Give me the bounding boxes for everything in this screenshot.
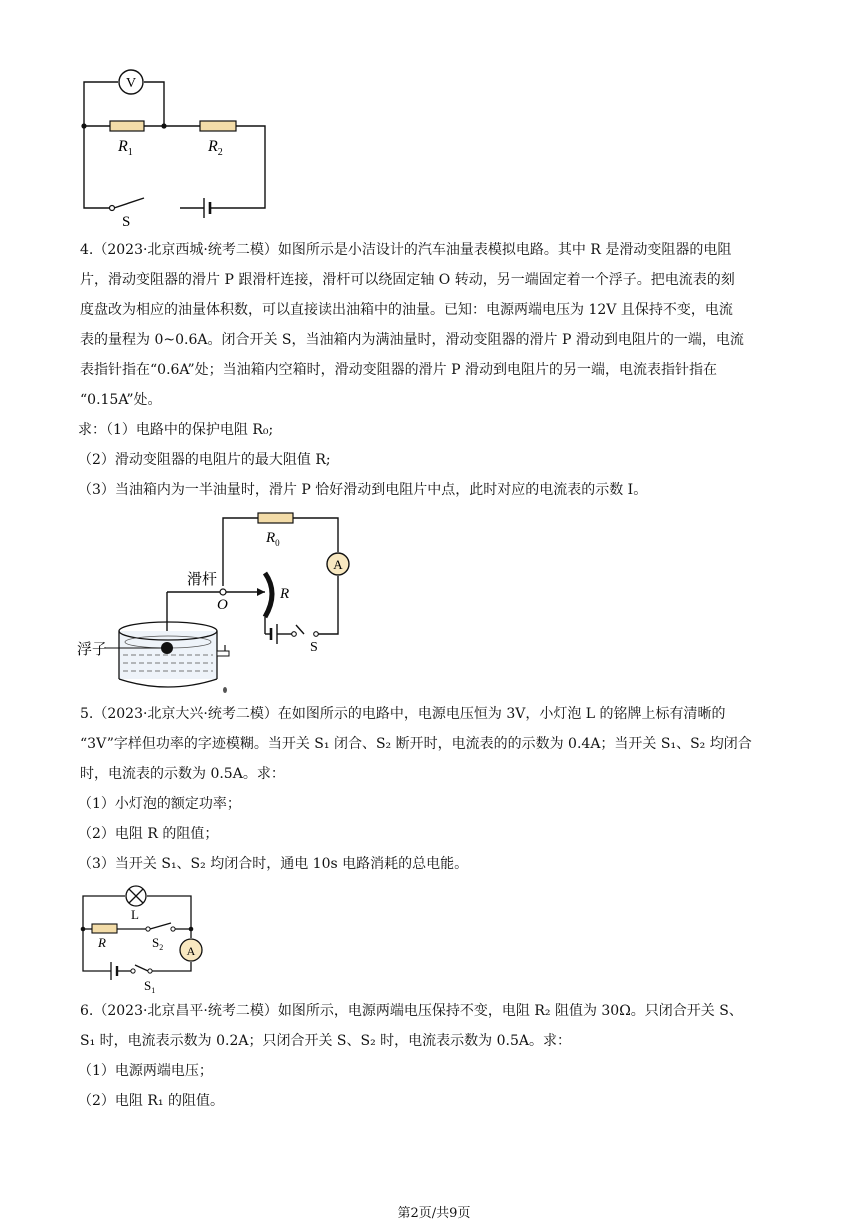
circuit-diagram-2 [75,505,375,695]
pivot-label: O [217,597,228,613]
rod-label: 滑杆 [187,572,218,588]
q4-line-3: 度盘改为相应的油量体积数，可以直接读出油箱中的油量。已知：电源两端电压为 12V 且保持不变，电流 [80,302,733,318]
switch-contact [148,969,152,973]
oil-tank-icon [119,622,229,693]
r0-label: $R_0$ [266,530,280,548]
junction-dot [161,123,166,128]
q5-line-2: “3V”字样但功率的字迹模糊。当开关 S₁ 闭合、S₂ 断开时，电流表的的示数为 0.4A；当开关 S₁、S₂ 均闭合 [80,736,752,752]
pivot-icon [220,589,226,595]
circuit-diagram-1 [70,60,280,230]
junction-dot [189,927,194,932]
q6-question-1: （1）电源两端电压； [78,1063,213,1079]
lamp-label: L [131,907,139,922]
switch-contact [292,632,297,637]
switch-contact [131,969,135,973]
q5-question-1: （1）小灯泡的额定功率； [78,796,241,812]
q6-line-1: 6.（2023·北京昌平·统考二模）如图所示，电源两端电压保持不变，电阻 R₂ 阻值为 30Ω。只闭合开关 S、 [80,1003,743,1019]
switch-contact [314,632,319,637]
circuit-diagram-3 [75,880,215,995]
q5-line-1: 5.（2023·北京大兴·统考二模）在如图所示的电路中，电源电压恒为 3V，小灯泡 L 的铭牌上标有清晰的 [80,706,726,722]
q4-line-6: “0.15A”处。 [80,392,162,408]
switch-contact [171,927,175,931]
resistor-label: R [98,935,106,950]
q5-question-2: （2）电阻 R 的阻值； [78,826,219,842]
r2-label: $R_2$ [208,138,223,158]
switch-label: S [122,214,131,230]
q6-question-2: （2）电阻 R₁ 的阻值。 [78,1093,224,1109]
resistor-r0 [258,513,293,523]
s1-label: $S_1$ [144,978,156,995]
resistor-label: R [280,586,290,602]
q5-question-3: （3）当开关 S₁、S₂ 均闭合时，通电 10s 电路消耗的总电能。 [78,856,469,872]
q4-line-1: 4.（2023·北京西城·统考二模）如图所示是小洁设计的汽车油量表模拟电路。其中 R 是滑动变阻器的电阻 [80,242,732,258]
q4-line-5: 表指针指在“0.6A”处；当油箱内空箱时，滑动变阻器的滑片 P 滑动到电阻片的另一端，电流表指针指在 [80,362,717,378]
junction-dot [81,927,86,932]
page-number: 第2页/共9页 [397,1206,471,1221]
float-icon [161,642,173,654]
q4-question-1: 求：（1）电路中的保护电阻 R₀; [78,422,274,438]
variable-resistor-arc [265,573,272,617]
voltmeter-label: V [125,76,137,91]
q4-line-4: 表的量程为 0~0.6A。闭合开关 S，当油箱内为满油量时，滑动变阻器的滑片 P 滑动到电阻片的一端，电流 [80,332,744,348]
r1-label: $R_1$ [118,138,133,158]
q4-question-2: （2）滑动变阻器的电阻片的最大阻值 R; [78,452,331,468]
resistor-r1 [110,121,144,131]
switch-contact [110,206,115,211]
ammeter-label: A [333,557,343,572]
float-label: 浮子 [77,642,108,658]
q5-line-3: 时，电流表的示数为 0.5A。求： [80,766,285,782]
resistor-r2 [200,121,236,131]
s2-label: $S_2$ [152,935,164,952]
switch-contact [146,927,150,931]
slider-arrow-icon [257,588,265,596]
resistor-r [92,924,117,933]
q4-line-2: 片，滑动变阻器的滑片 P 跟滑杆连接，滑杆可以绕固定轴 O 转动，另一端固定着一个浮子。把电流表的刻 [80,272,735,288]
junction-dot [81,123,86,128]
q4-question-3: （3）当油箱内为一半油量时，滑片 P 恰好滑动到电阻片中点，此时对应的电流表的示数 I。 [78,482,648,498]
q6-line-2: S₁ 时，电流表示数为 0.2A；只闭合开关 S、S₂ 时，电流表示数为 0.5A。求： [80,1033,571,1049]
switch-label: S [310,640,318,655]
ammeter-label: A [186,944,196,958]
